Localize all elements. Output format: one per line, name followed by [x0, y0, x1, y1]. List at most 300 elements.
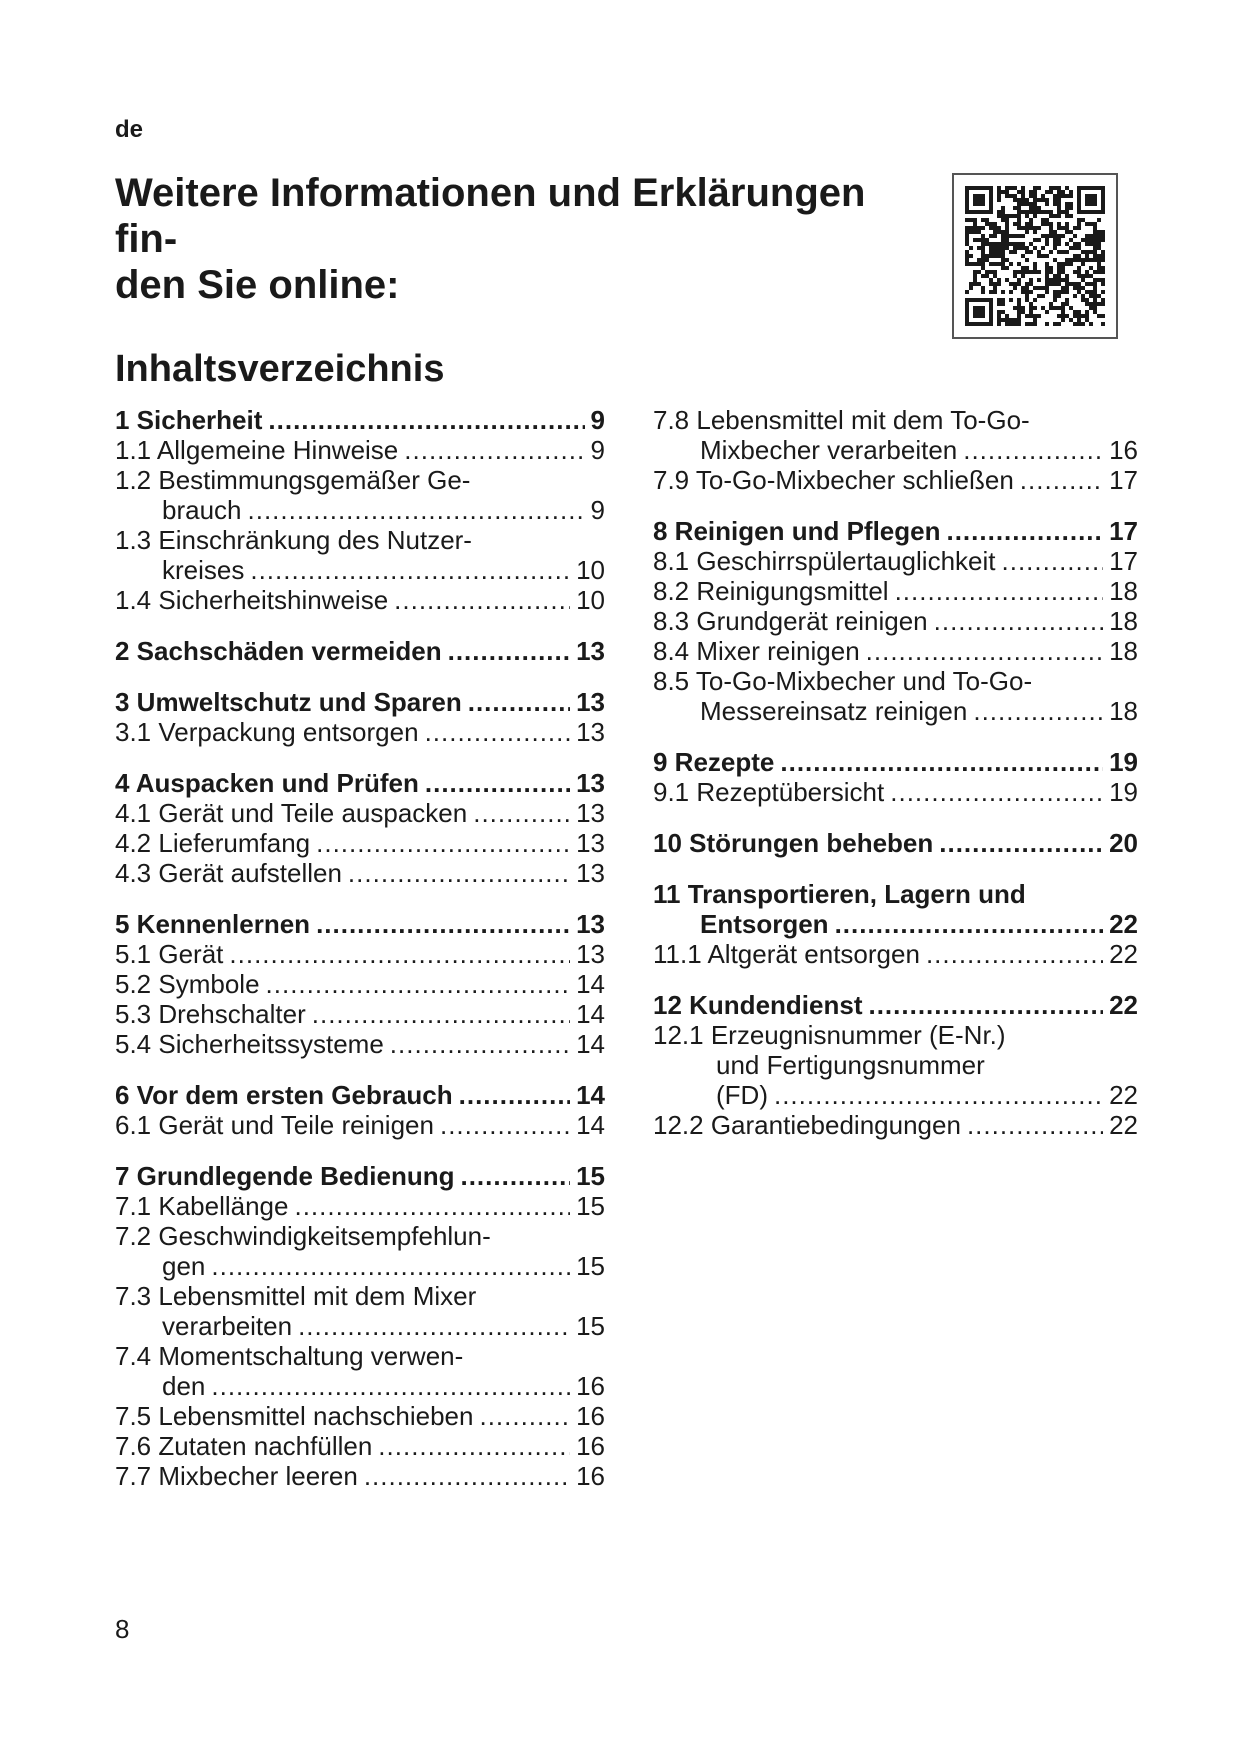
qr-module — [1017, 298, 1021, 302]
qr-module — [1029, 302, 1033, 306]
qr-module — [1077, 266, 1081, 270]
qr-module — [965, 310, 969, 314]
toc-chapter — [115, 909, 605, 1059]
toc-entry-line[interactable]: 7.4 Momentschaltung verwen- — [115, 1341, 464, 1371]
qr-module — [1033, 270, 1037, 274]
toc-page-number: 15 — [576, 1311, 605, 1341]
toc-entry[interactable] — [653, 546, 1138, 576]
toc-entry-label: 3 Umweltschutz und Sparen — [115, 687, 462, 717]
qr-module — [1025, 314, 1029, 318]
qr-module — [965, 190, 969, 194]
qr-module — [1045, 262, 1049, 266]
qr-module — [1025, 258, 1029, 262]
qr-module — [1045, 254, 1049, 258]
qr-module — [997, 262, 1001, 266]
qr-module — [1021, 234, 1025, 238]
qr-module — [977, 310, 981, 314]
qr-module — [1033, 206, 1037, 210]
qr-module — [1077, 258, 1081, 262]
toc-entry-line[interactable]: 1.2 Bestimmungsgemäßer Ge- — [115, 465, 471, 495]
toc-entry-label: 11.1 Altgerät entsorgen — [653, 939, 920, 969]
qr-module — [1101, 322, 1105, 326]
qr-module — [1093, 298, 1097, 302]
toc-entry[interactable] — [115, 1191, 605, 1221]
toc-entry[interactable] — [115, 435, 605, 465]
toc-leader-dots — [1020, 465, 1103, 495]
qr-module — [1057, 210, 1061, 214]
toc-entry-line[interactable]: 7.2 Geschwindigkeitsempfehlun- — [115, 1221, 491, 1251]
qr-module — [1061, 262, 1065, 266]
qr-module — [1077, 322, 1081, 326]
toc-chapter-heading[interactable] — [115, 1161, 605, 1191]
qr-module — [989, 202, 993, 206]
qr-module — [1013, 286, 1017, 290]
qr-module — [1001, 254, 1005, 258]
qr-module — [1085, 238, 1089, 242]
toc-leader-dots — [211, 1371, 570, 1401]
qr-module — [1101, 198, 1105, 202]
qr-module — [1021, 310, 1025, 314]
qr-module — [1097, 230, 1101, 234]
toc-page-number: 14 — [576, 999, 605, 1029]
toc-entry[interactable] — [115, 828, 605, 858]
toc-entry-line[interactable]: 8.5 To-Go-Mixbecher und To-Go- — [653, 666, 1033, 696]
page-number: 8 — [115, 1614, 130, 1644]
qr-module — [989, 282, 993, 286]
qr-module — [1093, 238, 1097, 242]
qr-module — [1081, 278, 1085, 282]
qr-module — [1049, 282, 1053, 286]
toc-entry-label: 8.1 Geschirrspülertauglichkeit — [653, 546, 996, 576]
toc-entry[interactable] — [653, 696, 1138, 726]
toc-page-number: 15 — [576, 1161, 605, 1191]
qr-module — [1005, 226, 1009, 230]
qr-module — [985, 254, 989, 258]
toc-entry-label: 7.6 Zutaten nachfüllen — [115, 1431, 373, 1461]
toc-entry-line[interactable]: 7.3 Lebensmittel mit dem Mixer — [115, 1281, 477, 1311]
qr-module — [981, 186, 985, 190]
toc-page-number: 16 — [1109, 435, 1138, 465]
qr-module — [1093, 198, 1097, 202]
qr-module — [1017, 314, 1021, 318]
qr-module — [1045, 310, 1049, 314]
qr-module — [1033, 230, 1037, 234]
toc-entry-label: 5 Kennenlernen — [115, 909, 311, 939]
qr-module — [1057, 274, 1061, 278]
toc-chapter-heading[interactable] — [115, 405, 605, 435]
toc-entry[interactable] — [653, 576, 1138, 606]
toc-entry[interactable] — [115, 798, 605, 828]
toc-entry-label: 5.4 Sicherheitssysteme — [115, 1029, 384, 1059]
toc-chapter-heading[interactable] — [653, 909, 1138, 939]
toc-page-number: 9 — [590, 495, 605, 525]
qr-module — [965, 242, 969, 246]
qr-module — [1005, 242, 1009, 246]
qr-module — [1021, 190, 1025, 194]
toc-leader-dots — [248, 495, 585, 525]
qr-module — [1057, 290, 1061, 294]
qr-module — [1021, 202, 1025, 206]
qr-module — [989, 322, 993, 326]
toc-entry-label: (FD) — [716, 1080, 768, 1110]
qr-module — [1017, 322, 1021, 326]
qr-module — [993, 282, 997, 286]
toc-entry-line[interactable]: 1.3 Einschränkung des Nutzer- — [115, 525, 472, 555]
qr-module — [1069, 202, 1073, 206]
qr-module — [1009, 186, 1013, 190]
toc-chapter — [115, 768, 605, 888]
qr-module — [989, 270, 993, 274]
qr-module — [1001, 234, 1005, 238]
toc-entry-label: 6.1 Gerät und Teile reinigen — [115, 1110, 434, 1140]
toc-leader-dots — [425, 768, 570, 798]
qr-module — [997, 242, 1001, 246]
qr-module — [1025, 230, 1029, 234]
toc-entry-label: 5.3 Drehschalter — [115, 999, 306, 1029]
qr-module — [997, 210, 1001, 214]
qr-module — [1085, 318, 1089, 322]
toc-leader-dots — [440, 1110, 570, 1140]
qr-module — [1057, 262, 1061, 266]
qr-module — [1009, 298, 1013, 302]
qr-module — [1005, 230, 1009, 234]
qr-module — [1061, 318, 1065, 322]
qr-module — [1013, 222, 1017, 226]
qr-module — [989, 306, 993, 310]
qr-module — [1017, 226, 1021, 230]
toc-entry[interactable] — [115, 1371, 605, 1401]
qr-module — [1065, 206, 1069, 210]
toc-page-number: 17 — [1109, 516, 1138, 546]
toc-chapter-heading[interactable] — [115, 1080, 605, 1110]
qr-module — [1001, 238, 1005, 242]
toc-entry[interactable] — [115, 1401, 605, 1431]
qr-module — [969, 226, 973, 230]
qr-module — [1045, 322, 1049, 326]
qr-module — [1077, 218, 1081, 222]
qr-module — [969, 186, 973, 190]
toc-entry[interactable] — [115, 969, 605, 999]
toc-page-number: 22 — [1109, 990, 1138, 1020]
qr-module — [977, 282, 981, 286]
qr-module — [1085, 186, 1089, 190]
qr-module — [1101, 230, 1105, 234]
qr-module — [1057, 266, 1061, 270]
qr-module — [1097, 314, 1101, 318]
qr-module — [1029, 310, 1033, 314]
qr-module — [1049, 190, 1053, 194]
qr-module — [1057, 202, 1061, 206]
toc-entry-label: Mixbecher verarbeiten — [700, 435, 958, 465]
qr-module — [985, 210, 989, 214]
qr-module — [1077, 186, 1081, 190]
qr-module — [1093, 194, 1097, 198]
qr-module — [1085, 314, 1089, 318]
qr-module — [989, 310, 993, 314]
toc-entry[interactable] — [115, 555, 605, 585]
toc-entry[interactable] — [653, 636, 1138, 666]
qr-module — [1089, 238, 1093, 242]
toc-entry[interactable] — [115, 1251, 605, 1281]
toc-entry[interactable] — [653, 435, 1138, 465]
qr-module — [1081, 250, 1085, 254]
qr-module — [969, 254, 973, 258]
toc-page-number: 18 — [1109, 636, 1138, 666]
toc-chapter-heading[interactable] — [653, 516, 1138, 546]
toc-entry[interactable] — [115, 858, 605, 888]
toc-entry[interactable] — [653, 939, 1138, 969]
qr-module — [1093, 294, 1097, 298]
toc-entry-label: 12.2 Garantiebedingungen — [653, 1110, 961, 1140]
toc-entry[interactable] — [115, 717, 605, 747]
qr-module — [1001, 230, 1005, 234]
toc-title: Inhaltsverzeichnis — [115, 348, 445, 390]
qr-module — [1025, 214, 1029, 218]
qr-module — [1101, 186, 1105, 190]
qr-module — [1069, 194, 1073, 198]
qr-module — [1089, 222, 1093, 226]
toc-entry[interactable] — [653, 1110, 1138, 1140]
qr-module — [1069, 282, 1073, 286]
toc-leader-dots — [211, 1251, 570, 1281]
qr-module — [1025, 298, 1029, 302]
qr-module — [1077, 206, 1081, 210]
qr-module — [1057, 294, 1061, 298]
qr-module — [1089, 302, 1093, 306]
qr-module — [1029, 290, 1033, 294]
qr-module — [1041, 194, 1045, 198]
qr-module — [1077, 254, 1081, 258]
toc-chapter — [115, 1161, 605, 1491]
toc-entry-label: 7.5 Lebensmittel nachschieben — [115, 1401, 474, 1431]
qr-module — [997, 318, 1001, 322]
qr-module — [1085, 274, 1089, 278]
qr-module — [1061, 194, 1065, 198]
toc-page-number: 13 — [576, 858, 605, 888]
toc-chapter-heading[interactable] — [653, 828, 1138, 858]
qr-module — [1045, 266, 1049, 270]
toc-chapter-heading[interactable] — [115, 636, 605, 666]
qr-module — [1017, 234, 1021, 238]
qr-module — [1073, 282, 1077, 286]
toc-chapter-heading[interactable] — [115, 909, 605, 939]
toc-entry[interactable] — [115, 1431, 605, 1461]
toc-page-number: 13 — [576, 828, 605, 858]
qr-module — [997, 194, 1001, 198]
qr-module — [1017, 222, 1021, 226]
toc-entry[interactable] — [115, 1311, 605, 1341]
qr-module — [1029, 314, 1033, 318]
qr-module — [1097, 262, 1101, 266]
qr-module — [1101, 210, 1105, 214]
qr-code[interactable] — [952, 173, 1118, 339]
qr-module — [1001, 290, 1005, 294]
qr-module — [977, 198, 981, 202]
qr-module — [1041, 210, 1045, 214]
qr-module — [1053, 246, 1057, 250]
qr-module — [1033, 246, 1037, 250]
qr-module — [1089, 210, 1093, 214]
qr-module — [1093, 230, 1097, 234]
qr-module — [985, 322, 989, 326]
qr-module — [965, 194, 969, 198]
qr-module — [1057, 222, 1061, 226]
qr-module — [997, 226, 1001, 230]
qr-module — [1061, 310, 1065, 314]
qr-module — [973, 186, 977, 190]
qr-module — [1001, 214, 1005, 218]
toc-chapter — [653, 405, 1138, 495]
qr-module — [1025, 226, 1029, 230]
qr-module — [1065, 278, 1069, 282]
qr-module — [1021, 242, 1025, 246]
qr-module — [1041, 218, 1045, 222]
qr-module — [969, 230, 973, 234]
toc-page-number: 20 — [1109, 828, 1138, 858]
toc-entry-line[interactable]: 7.8 Lebensmittel mit dem To-Go- — [653, 405, 1030, 435]
qr-module — [1009, 250, 1013, 254]
qr-module — [1001, 262, 1005, 266]
qr-module — [1005, 246, 1009, 250]
qr-module — [1069, 306, 1073, 310]
qr-module — [1073, 234, 1077, 238]
toc-entry[interactable] — [653, 1080, 1138, 1110]
qr-module — [1057, 214, 1061, 218]
toc-entry[interactable] — [653, 777, 1138, 807]
qr-module — [1093, 310, 1097, 314]
qr-module — [1081, 218, 1085, 222]
qr-module — [1085, 242, 1089, 246]
qr-module — [1049, 214, 1053, 218]
qr-module — [1057, 226, 1061, 230]
qr-module — [1021, 286, 1025, 290]
toc-entry-label: 7 Grundlegende Bedienung — [115, 1161, 455, 1191]
qr-module — [1057, 278, 1061, 282]
qr-module — [1077, 198, 1081, 202]
qr-module — [1045, 202, 1049, 206]
toc-leader-dots — [473, 798, 570, 828]
qr-module — [1053, 234, 1057, 238]
qr-module — [1025, 266, 1029, 270]
toc-entry[interactable] — [115, 1110, 605, 1140]
qr-module — [1057, 322, 1061, 326]
qr-module — [1053, 230, 1057, 234]
toc-page-number: 16 — [576, 1371, 605, 1401]
toc-leader-dots — [963, 435, 1103, 465]
toc-chapter-heading[interactable] — [653, 990, 1138, 1020]
toc-entry-label: Messereinsatz reinigen — [700, 696, 968, 726]
toc-leader-dots — [835, 909, 1104, 939]
qr-module — [1017, 242, 1021, 246]
toc-entry-line[interactable]: 12.1 Erzeugnisnummer (E-Nr.) — [653, 1020, 1006, 1050]
toc-chapter — [653, 828, 1138, 858]
qr-module — [1069, 214, 1073, 218]
qr-module — [989, 206, 993, 210]
online-info-headline — [115, 170, 935, 308]
qr-module — [1033, 202, 1037, 206]
qr-module — [1053, 306, 1057, 310]
qr-module — [1049, 278, 1053, 282]
qr-module — [1001, 206, 1005, 210]
qr-module — [977, 210, 981, 214]
toc-leader-dots — [448, 636, 570, 666]
qr-module — [1037, 278, 1041, 282]
qr-module — [1037, 250, 1041, 254]
qr-module — [977, 202, 981, 206]
toc-entry[interactable] — [653, 606, 1138, 636]
qr-module — [1005, 194, 1009, 198]
toc-entry[interactable] — [115, 495, 605, 525]
qr-module — [969, 322, 973, 326]
toc-entry[interactable] — [653, 465, 1138, 495]
qr-module — [1037, 238, 1041, 242]
toc-entry-line[interactable]: und Fertigungsnummer — [716, 1050, 985, 1080]
toc-entry[interactable] — [115, 939, 605, 969]
qr-module — [1065, 242, 1069, 246]
qr-module — [997, 282, 1001, 286]
qr-module — [1049, 210, 1053, 214]
toc-entry[interactable] — [115, 999, 605, 1029]
qr-module — [997, 250, 1001, 254]
qr-module — [1085, 302, 1089, 306]
toc-chapter — [653, 747, 1138, 807]
qr-module — [1029, 222, 1033, 226]
toc-chapter-heading[interactable] — [653, 747, 1138, 777]
qr-module — [1081, 298, 1085, 302]
toc-chapter-heading[interactable]: 11 Transportieren, Lagern und — [653, 879, 1026, 909]
qr-module — [1029, 226, 1033, 230]
toc-leader-dots — [780, 747, 1103, 777]
qr-module — [1069, 318, 1073, 322]
qr-module — [1037, 270, 1041, 274]
qr-module — [1077, 202, 1081, 206]
qr-module — [1017, 278, 1021, 282]
qr-module — [1017, 318, 1021, 322]
qr-module — [1093, 258, 1097, 262]
toc-chapter-heading[interactable] — [115, 768, 605, 798]
qr-module — [997, 310, 1001, 314]
qr-module — [965, 202, 969, 206]
qr-module — [1033, 314, 1037, 318]
toc-leader-dots — [774, 1080, 1103, 1110]
qr-module — [973, 262, 977, 266]
qr-module — [1033, 322, 1037, 326]
toc-leader-dots — [268, 405, 584, 435]
qr-module — [1061, 266, 1065, 270]
toc-chapter-heading[interactable] — [115, 687, 605, 717]
qr-module — [973, 194, 977, 198]
qr-module — [1025, 270, 1029, 274]
qr-module — [973, 230, 977, 234]
headline-line-1: Weitere Informationen und Erklärungen fin- — [115, 171, 866, 261]
qr-module — [965, 314, 969, 318]
qr-module — [1033, 226, 1037, 230]
toc-entry[interactable] — [115, 585, 605, 615]
qr-module — [1025, 210, 1029, 214]
qr-module — [997, 198, 1001, 202]
qr-module — [1093, 254, 1097, 258]
toc-entry[interactable] — [115, 1461, 605, 1491]
qr-module — [989, 290, 993, 294]
toc-entry[interactable] — [115, 1029, 605, 1059]
toc-entry-label: 8.3 Grundgerät reinigen — [653, 606, 928, 636]
qr-module — [1065, 226, 1069, 230]
qr-module — [1093, 306, 1097, 310]
qr-module — [1057, 190, 1061, 194]
qr-module — [965, 318, 969, 322]
toc-leader-dots — [468, 687, 570, 717]
toc-entry-label: 5.2 Symbole — [115, 969, 260, 999]
